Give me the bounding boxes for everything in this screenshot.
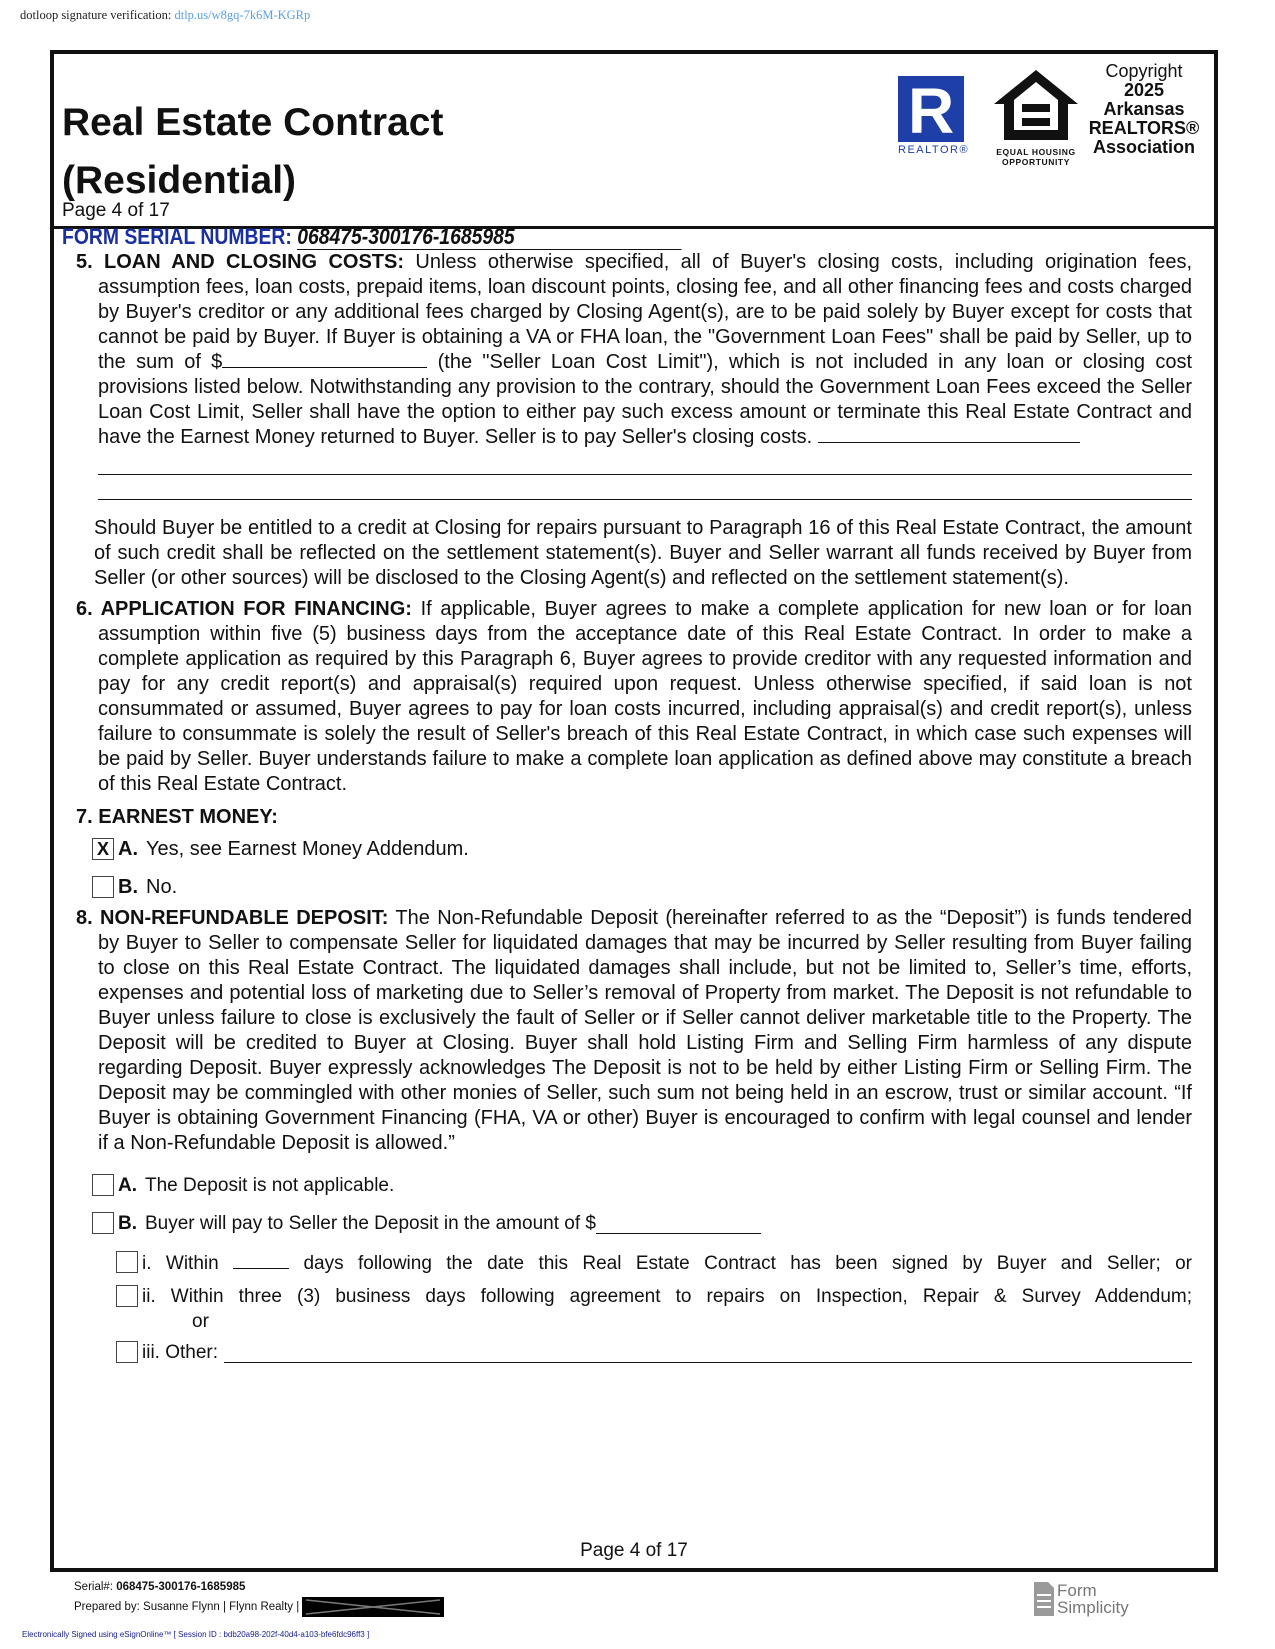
esign-session-notice: Electronically Signed using eSignOnline™ [ Session ID : bdb20a98-202f-40d4-a103-bfe6fdc96ff3 ] — [22, 1630, 370, 1639]
page-indicator-bottom: Page 4 of 17 — [580, 1540, 688, 1561]
section-5-loan-closing-costs: 5. LOAN AND CLOSING COSTS: Unless otherwise specified, all of Buyer's closing costs, including origination fees, assumption fees, loan costs, prepaid items, loan discount points, closing fee, and all other financing fees and costs charged by Buyer's creditor or any additional fees charged by Closing Agent(s), are to be paid solely by Buyer except for costs that cannot be paid by Buyer. If Buyer is obtaining a VA or FHA loan, the "Government Loan Fees" shall be paid by Seller, up to the sum of $ (the "Seller Loan Cost Limit"), which is not included in any loan or closing cost provisions listed below. Notwithstanding any provision to the contrary, should the Government Loan Fees exceed the Seller Loan Cost Limit, Seller shall have the option to either pay such excess amount or terminate this Real Estate Contract and have the Earnest Money returned to Buyer. Seller is to pay Seller's closing costs. Should Buyer be entitled to a credit at Closing for repairs pursuant to Paragraph 16 of this Real Estate Contract, the amount of such credit shall be reflected on the settlement statement(s). Buyer and Seller warrant all funds received by Buyer from Seller (or other sources) will be disclosed to the Closing Agent(s) and reflected on the settlement statement(s). — [76, 251, 1193, 589]
deposit-option-b[interactable]: B. Buyer will pay to Seller the Deposit in the amount of $ — [92, 1204, 1192, 1242]
checkbox-checked[interactable]: X — [92, 838, 114, 860]
footer-serial-label: Serial#: — [74, 1581, 113, 1593]
equal-housing-logo: EQUAL HOUSING OPPORTUNITY — [990, 68, 1082, 167]
title-line-1: Real Estate Contract — [62, 101, 444, 144]
seller-closing-costs-field[interactable] — [818, 442, 1080, 443]
title-line-2: (Residential) — [62, 159, 297, 202]
deposit-days-field[interactable] — [233, 1250, 289, 1269]
serial-value: 068475-300176-1685985 — [297, 224, 682, 250]
verification-link[interactable]: dtlp.us/w8gq-7k6M-KGRp — [174, 8, 311, 22]
seller-loan-cost-limit-field[interactable] — [222, 367, 427, 368]
form-simplicity-logo: Form Simplicity — [1034, 1582, 1129, 1616]
footer-serial-number: 068475-300176-1685985 — [116, 1581, 246, 1593]
section-8-non-refundable-deposit: 8. NON-REFUNDABLE DEPOSIT: The Non-Refundable Deposit (hereinafter referred to as the “Deposit”) is funds tendered by Buyer to Seller to compensate Seller for liquidated damages that may be incurred by Seller resulting from Buyer failing to close on this Real Estate Contract. The liquidated damages shall include, but not be limited to, Seller’s time, efforts, expenses and potential loss of marketing due to Seller’s removal of Property from market. The Deposit is not refundable to Buyer unless failure to close is exclusively the fault of Seller or if Seller cannot deliver marketable title to the Property. The Deposit will be credited to Buyer at Closing. Buyer shall hold Listing Firm and Selling Firm harmless of any dispute regarding Deposit. Buyer expressly acknowledges The Deposit is not to be held by either Listing Firm or Selling Firm. The Deposit may be commingled with other monies of Seller, such sum not being held in an escrow, trust or similar account. “If Buyer is obtaining Government Financing (FHA, VA or other) Buyer is encouraged to confirm with legal counsel and lender if a Non-Refundable Deposit is allowed.” A. The Deposit is not applicable. B. Buyer will pay to Seller the Deposit in the amount of $ i. Within days following the date this Real Estate Contract has been signed by Buyer and Seller; or ii. Within three (3) business days following agreement to repairs on Inspection, Repair & Survey Addendum; or iii. Other: — [76, 907, 1192, 1363]
checkbox-unchecked[interactable] — [116, 1341, 138, 1363]
redacted-block — [302, 1597, 444, 1617]
serial-label: FORM SERIAL NUMBER: — [62, 224, 292, 249]
section-6-application-financing: 6. APPLICATION FOR FINANCING: If applicable, Buyer agrees to make a complete application for new loan or for loan assumption within five (5) business days from the acceptance date of this Real Estate Contract. In order to make a complete application as required by this Paragraph 6, Buyer agrees to provide creditor with any requested information and pay for any credit report(s) and appraisal(s) required upon request. Unless otherwise specified, if said loan is not consummated or assumed, Buyer agrees to pay for loan costs incurred, including appraisal(s) and credit report(s), unless failure to consummate is solely the result of Seller's breach of this Real Estate Contract, in which case such expenses will be paid by Seller. Buyer understands failure to make a complete loan application as defined above may constitute a breach of this Real Estate Contract. — [76, 598, 1192, 795]
earnest-money-option-yes[interactable]: X A. Yes, see Earnest Money Addendum. — [92, 830, 1192, 868]
checkbox-unchecked[interactable] — [92, 876, 114, 898]
form-header — [54, 54, 1214, 229]
page-indicator-top: Page 4 of 17 — [62, 200, 170, 221]
deposit-option-a[interactable]: A. The Deposit is not applicable. — [92, 1166, 1192, 1204]
verification-label: dotloop signature verification: — [20, 8, 172, 22]
deposit-amount-field[interactable] — [596, 1213, 761, 1234]
checkbox-unchecked[interactable] — [92, 1174, 114, 1196]
deposit-timing-option-i[interactable]: i. Within days following the date this Real Estate Contract has been signed by Buyer and Seller; or — [116, 1250, 1192, 1276]
checkbox-unchecked[interactable] — [116, 1251, 138, 1273]
prepared-by: Prepared by: Susanne Flynn | Flynn Realty | — [74, 1601, 300, 1614]
copyright-notice: Copyright 2025 Arkansas REALTORS® Association — [1088, 61, 1200, 157]
repair-credit-text: Should Buyer be entitled to a credit at Closing for repairs pursuant to Paragraph 16 of this Real Estate Contract, the amount of such credit shall be reflected on the settlement statement(s). Buyer and Seller warrant all funds received by Buyer from Seller (or other sources) will be disclosed to the Closing Agent(s) and reflected on the settlement statement(s). — [94, 517, 1192, 589]
document-icon — [1034, 1582, 1054, 1616]
seller-closing-costs-line-3[interactable] — [98, 475, 1192, 500]
contract-body — [76, 250, 1192, 1365]
realtor-r-icon: R — [898, 76, 964, 142]
section-7-earnest-money: 7. EARNEST MONEY: X A. Yes, see Earnest Money Addendum. B. No. — [76, 805, 1192, 906]
signature-verification — [20, 8, 310, 23]
form-footer — [74, 1578, 444, 1617]
earnest-money-option-no[interactable]: B. No. — [92, 868, 1192, 906]
equal-housing-house-icon — [992, 68, 1080, 142]
checkbox-unchecked[interactable] — [116, 1285, 138, 1307]
deposit-timing-option-ii[interactable]: ii. Within three (3) business days following agreement to repairs on Inspection, Repair & Survey Addendum; or — [116, 1284, 1192, 1334]
page-title — [62, 94, 443, 210]
form-serial-number — [62, 224, 682, 250]
seller-closing-costs-line-2[interactable] — [98, 450, 1192, 475]
contract-page — [50, 50, 1218, 1572]
checkbox-unchecked[interactable] — [92, 1212, 114, 1234]
deposit-timing-option-iii[interactable]: iii. Other: — [116, 1340, 1192, 1365]
deposit-other-field[interactable] — [224, 1340, 1192, 1363]
realtor-logo: R REALTOR® — [898, 75, 970, 156]
